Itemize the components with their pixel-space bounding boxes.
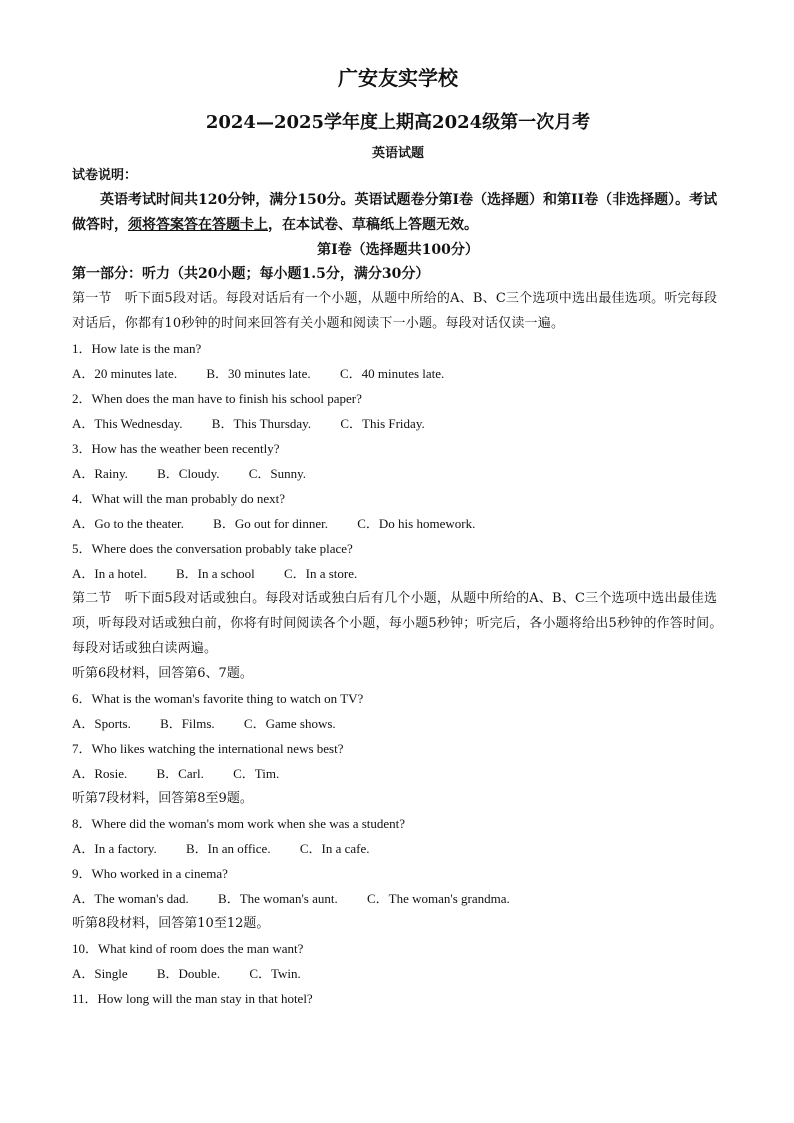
material-6-note: 听第6段材料，回答第6、7题。 xyxy=(72,666,253,681)
notes-body xyxy=(72,188,724,238)
question-2-options xyxy=(72,411,724,436)
question-8: 8．Where did the woman's mom work when she was a student? xyxy=(72,816,406,831)
question-8-options xyxy=(72,836,724,861)
section1-instruction: 第一节 听下面5段对话。每段对话后有一个小题，从题中所给的A、B、C三个选项中选出最佳选项。听完每段对话后，你都有10秒钟的时间来回答有关小题和阅读下一小题。每段对话仅读一遍。 xyxy=(72,291,718,331)
question-2: 2．When does the man have to finish his school paper? xyxy=(72,391,362,406)
option-c: C．Tim. xyxy=(233,766,280,781)
notes-text-2: ，在本试卷、草稿纸上答题无效。 xyxy=(268,217,478,233)
option-a: A．In a hotel. xyxy=(72,566,147,581)
notes-text-1: 英语考试时间共120分钟，满分150分。英语试题卷分第I卷（选择题）和第II卷（非选择题）。考试做答时， xyxy=(72,192,718,233)
school-name: 广安友实学校 xyxy=(338,66,458,90)
option-a: A．In a factory. xyxy=(72,841,157,856)
option-b: B．Cloudy. xyxy=(157,466,220,481)
notes-underlined-text: 须将答案答在答题卡上 xyxy=(128,217,268,233)
option-c: C．Sunny. xyxy=(248,466,307,481)
option-a: A．The woman's dad. xyxy=(72,891,189,906)
option-a: A．Rosie. xyxy=(72,766,128,781)
question-9-options xyxy=(72,886,724,911)
part1-title: 第一部分：听力（共20小题；每小题1.5分，满分30分） xyxy=(72,266,430,282)
option-b: B．The woman's aunt. xyxy=(218,891,338,906)
question-4-options xyxy=(72,511,724,536)
exam-page xyxy=(72,64,724,1011)
question-6: 6．What is the woman's favorite thing to watch on TV? xyxy=(72,691,364,706)
option-c: C．In a cafe. xyxy=(299,841,370,856)
question-10-options xyxy=(72,961,724,986)
option-b: B．Double. xyxy=(156,966,221,981)
section2-instruction: 第二节 听下面5段对话或独白。每段对话或独白后有几个小题，从题中所给的A、B、C三个选项中选出最佳选项，听每段对话或独白前，你将有时间阅读各个小题，每小题5秒钟；听完后，各小题将给出5秒钟的作答时间。每段对话或独白读两遍。 xyxy=(72,591,723,656)
option-c: C．40 minutes late. xyxy=(339,366,445,381)
question-3-options xyxy=(72,461,724,486)
subject-title: 英语试题 xyxy=(371,146,424,161)
option-b: B．30 minutes late. xyxy=(206,366,311,381)
option-a: A．Sports. xyxy=(72,716,131,731)
question-7-options xyxy=(72,761,724,786)
volume-title: 第I卷（选择题共100分） xyxy=(317,242,479,258)
material-7-note: 听第7段材料，回答第8至9题。 xyxy=(72,791,253,806)
question-5: 5．Where does the conversation probably take place? xyxy=(72,541,353,556)
option-c: C．The woman's grandma. xyxy=(366,891,510,906)
option-b: B．In an office. xyxy=(185,841,271,856)
exam-title: 2024—2025学年度上期高2024级第一次月考 xyxy=(205,112,591,133)
question-7: 7．Who likes watching the international news best? xyxy=(72,741,344,756)
material-8-note: 听第8段材料，回答第10至12题。 xyxy=(72,916,270,931)
question-3: 3．How has the weather been recently? xyxy=(72,441,280,456)
option-b: B．Carl. xyxy=(156,766,204,781)
option-c: C．Game shows. xyxy=(243,716,336,731)
option-a: A．This Wednesday. xyxy=(72,416,183,431)
question-1: 1．How late is the man? xyxy=(72,341,202,356)
question-10: 10．What kind of room does the man want? xyxy=(72,941,304,956)
option-a: A．Rainy. xyxy=(72,466,128,481)
option-b: B．Films. xyxy=(160,716,215,731)
option-c: C．Twin. xyxy=(249,966,301,981)
question-4: 4．What will the man probably do next? xyxy=(72,491,286,506)
option-b: B．In a school xyxy=(175,566,255,581)
notes-heading: 试卷说明： xyxy=(72,168,138,183)
question-6-options xyxy=(72,711,724,736)
option-c: C．This Friday. xyxy=(340,416,425,431)
option-c: C．In a store. xyxy=(283,566,358,581)
option-a: A．20 minutes late. xyxy=(72,366,178,381)
option-c: C．Do his homework. xyxy=(357,516,476,531)
option-b: B．Go out for dinner. xyxy=(213,516,328,531)
question-1-options xyxy=(72,361,724,386)
option-b: B．This Thursday. xyxy=(211,416,312,431)
option-a: A．Go to the theater. xyxy=(72,516,184,531)
question-11: 11．How long will the man stay in that hotel? xyxy=(72,991,313,1006)
question-5-options xyxy=(72,561,724,586)
question-9: 9．Who worked in a cinema? xyxy=(72,866,228,881)
option-a: A．Single xyxy=(72,966,128,981)
